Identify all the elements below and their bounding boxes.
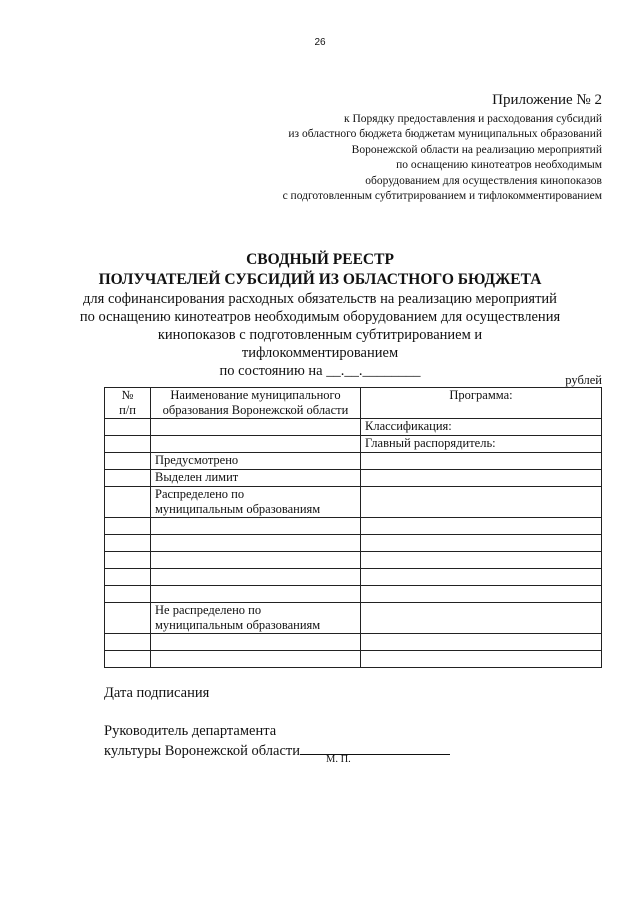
document-title-block (0, 250, 640, 380)
classification-label: Классификация: (361, 419, 602, 436)
appendix-line: по оснащению кинотеатров необходимым (396, 159, 602, 172)
table-row (105, 436, 602, 453)
undistributed-label-line1: Не распределено по (155, 603, 262, 617)
appendix-title: Приложение № 2 (492, 92, 602, 108)
table-row (105, 518, 602, 535)
table-row (105, 603, 602, 634)
table-row (105, 586, 602, 603)
appendix-line: с подготовленным субтитрированием и тифлокомментированием (282, 190, 602, 203)
appendix-block (202, 92, 602, 204)
table-row (105, 552, 602, 569)
head-title-line2: культуры Воронежской области (104, 743, 300, 759)
appendix-line: оборудованием для осуществления кинопоказов (365, 174, 602, 187)
as-of-date: по состоянию на __.__.________ (219, 363, 421, 379)
limit-label: Выделен лимит (151, 470, 361, 487)
page-number: 26 (314, 37, 326, 48)
stamp-label: М. П. (326, 754, 351, 765)
distributed-label-line1: Распределено по (155, 487, 245, 501)
distributed-label (151, 487, 361, 518)
signing-date-label: Дата подписания (104, 685, 210, 701)
appendix-line: Воронежской области на реализацию мероприятий (351, 143, 602, 156)
table-header-row (105, 388, 602, 419)
table-row (105, 453, 602, 470)
header-number (105, 388, 151, 419)
distributed-label-line2: муниципальным образованиям (155, 502, 321, 516)
registry-table (104, 387, 602, 668)
undistributed-label-line2: муниципальным образованиям (155, 618, 321, 632)
document-title-line2: ПОЛУЧАТЕЛЕЙ СУБСИДИЙ ИЗ ОБЛАСТНОГО БЮДЖЕТА (98, 271, 542, 288)
header-municipality-line2: образования Воронежской области (162, 403, 349, 417)
head-signature-block (104, 722, 450, 760)
header-program: Программа: (361, 388, 602, 419)
signature-line (300, 740, 450, 755)
table-row (105, 419, 602, 436)
planned-label: Предусмотрено (151, 453, 361, 470)
document-title: СВОДНЫЙ РЕЕСТР (246, 251, 394, 268)
table-row (105, 470, 602, 487)
header-municipality (151, 388, 361, 419)
table-row (105, 634, 602, 651)
head-title-line2-row (104, 740, 450, 760)
table-row (105, 569, 602, 586)
head-title-line1: Руководитель департамента (104, 723, 277, 739)
currency-label: рублей (565, 373, 602, 387)
document-subtitle: по оснащению кинотеатров необходимым оборудованием для осуществления (79, 309, 561, 325)
header-number-line1: № (121, 388, 134, 402)
header-number-line2: п/п (119, 403, 136, 417)
appendix-line: из областного бюджета бюджетам муниципальных образований (288, 128, 602, 141)
undistributed-label (151, 603, 361, 634)
header-municipality-line1: Наименование муниципального (170, 388, 341, 402)
appendix-line: к Порядку предоставления и расходования субсидий (343, 113, 602, 125)
document-subtitle: тифлокомментированием (241, 345, 399, 361)
table-row (105, 535, 602, 552)
document-subtitle: кинопоказов с подготовленным субтитрированием и (157, 327, 483, 343)
table-row (105, 487, 602, 518)
document-subtitle: для софинансирования расходных обязательств на реализацию мероприятий (83, 291, 557, 307)
chief-manager-label: Главный распорядитель: (361, 436, 602, 453)
table-row (105, 651, 602, 668)
